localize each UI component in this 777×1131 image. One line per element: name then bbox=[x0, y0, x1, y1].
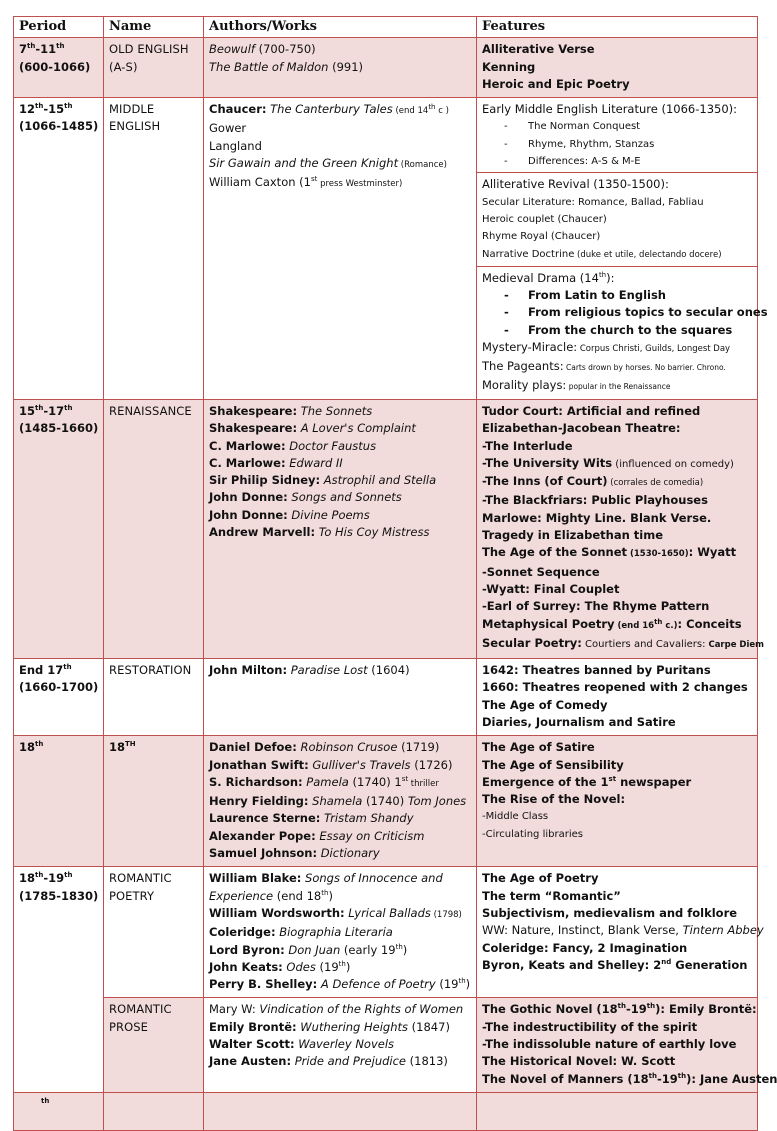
features-cell bbox=[477, 1092, 758, 1130]
row-romantic-poetry bbox=[14, 867, 758, 998]
work-entry: Samuel Johnson: Dictionary bbox=[209, 846, 380, 861]
features-cell: The Age of Satire The Age of Sensibility Emergence of the 1st newspaper The Rise of the Novel: -Middle Class -Circulating libraries bbox=[477, 736, 758, 867]
list-item: - From the church to the squares bbox=[504, 322, 733, 337]
name-cell: MIDDLE ENGLISH bbox=[104, 98, 204, 400]
work-entry: Sir Philip Sidney: Astrophil and Stella bbox=[209, 473, 437, 488]
features-cell: Tudor Court: Artificial and refined Elizabethan-Jacobean Theatre: -The Interlude -The University Wits (influenced on comedy) -The Inns (of Court) (corrales de comedia) -The Blackfriars: Public Playhouses Marlowe: Mighty Line. Blank Verse. Tragedy in Elizabethan time The Age of the Sonnet (1530-1650): Wyatt -Sonnet Sequence -Wyatt: Final Couplet -Earl of Surrey: The Rhyme Pattern Metaphysical Poetry (end 16th c.): Conceits Secular Poetry: Courtiers and Cavaliers: Carpe Diem bbox=[477, 399, 758, 658]
work-entry: Laurence Sterne: Tristam Shandy bbox=[209, 811, 414, 826]
works-cell: Chaucer: The Canterbury Tales (end 14th c ) Gower Langland Sir Gawain and the Green Knight (Romance) William Caxton (1st press Westminster) bbox=[204, 98, 477, 400]
period-cell: th bbox=[14, 1092, 104, 1130]
header-period: Period bbox=[14, 17, 104, 38]
features-cell: 1642: Theatres banned by Puritans 1660: Theatres reopened with 2 changes The Age of Comedy Diaries, Journalism and Satire bbox=[477, 659, 758, 736]
features-cell-alliterative-revival: Alliterative Revival (1350-1500): Secular Literature: Romance, Ballad, Fabliau Heroic couplet (Chaucer) Rhyme Royal (Chaucer) Narrative Doctrine (duke et utile, delectando docere) bbox=[477, 173, 758, 266]
work-entry: Henry Fielding: Shamela (1740) Tom Jones bbox=[209, 794, 467, 809]
works-cell bbox=[204, 1092, 477, 1130]
row-partial bbox=[14, 1092, 758, 1130]
works-cell: John Milton: Paradise Lost (1604) bbox=[204, 659, 477, 736]
work-entry: John Donne: Divine Poems bbox=[209, 507, 370, 522]
name-cell: RESTORATION bbox=[104, 659, 204, 736]
header-features: Features bbox=[477, 17, 758, 38]
name-cell: ROMANTIC POETRY bbox=[104, 867, 204, 998]
works-cell: William Blake: Songs of Innocence and Experience (end 18th) William Wordsworth: Lyrical Ballads (1798) Coleridge: Biographia Literaria Lord Byron: Don Juan (early 19th) John Keats: Odes (19th) Perry B. Shelley: A Defence of Poetry (19th) bbox=[204, 867, 477, 998]
period-cell: 18th bbox=[14, 736, 104, 867]
list-item: - From Latin to English bbox=[504, 288, 666, 303]
works-cell: Mary W: Vindication of the Rights of Women Emily Brontë: Wuthering Heights (1847) Walter Scott: Waverley Novels Jane Austen: Pride and Prejudice (1813) bbox=[204, 998, 477, 1092]
works-cell bbox=[204, 399, 477, 658]
list-item: - From religious topics to secular ones bbox=[504, 305, 768, 320]
features-cell: The Gothic Novel (18th-19th): Emily Brontë: -The indestructibility of the spirit -The indissoluble nature of earthly love The Historical Novel: W. Scott The Novel of Manners (18th-19th): Jane Austen bbox=[477, 998, 758, 1092]
header-row bbox=[14, 17, 758, 38]
period-cell: 15th-17th (1485-1660) bbox=[14, 399, 104, 658]
header-name: Name bbox=[104, 17, 204, 38]
work-entry: Alexander Pope: Essay on Criticism bbox=[209, 828, 425, 843]
work-entry: S. Richardson: Pamela (1740) 1st thriller bbox=[209, 774, 439, 789]
work-entry: Jonathan Swift: Gulliver's Travels (1726) bbox=[209, 757, 453, 772]
work-entry: Shakespeare: The Sonnets bbox=[209, 403, 373, 418]
row-romantic-prose bbox=[14, 998, 758, 1092]
row-middle-english bbox=[14, 98, 758, 173]
period-cell: 7th-11th (600-1066) bbox=[14, 38, 104, 98]
period-cell: 12th-15th (1066-1485) bbox=[14, 98, 104, 400]
name-cell: OLD ENGLISH (A-S) bbox=[104, 38, 204, 98]
features-cell-early-middle: Early Middle English Literature (1066-1350): - The Norman Conquest - Rhyme, Rhythm, Stanzas - Differences: A-S & M-E bbox=[477, 98, 758, 173]
list-item: - Rhyme, Rhythm, Stanzas bbox=[504, 138, 655, 150]
features-cell: The Age of Poetry The term “Romantic” Subjectivism, medievalism and folklore WW: Nature, Instinct, Blank Verse, Tintern Abbey Coleridge: Fancy, 2 Imagination Byron, Keats and Shelley: 2nd Generation bbox=[477, 867, 758, 998]
features-cell-medieval-drama: Medieval Drama (14th): - From Latin to English - From religious topics to secular ones - From the church to the squares Mystery-Miracle: Corpus Christi, Guilds, Longest Day The Pageants: Carts drown by horses. No barrier. Chrono. Morality plays: popular in the Renaissance bbox=[477, 266, 758, 399]
name-cell: RENAISSANCE bbox=[104, 399, 204, 658]
work-entry: Daniel Defoe: Robinson Crusoe (1719) bbox=[209, 740, 440, 755]
work-entry: John Donne: Songs and Sonnets bbox=[209, 490, 402, 505]
header-authors-works: Authors/Works bbox=[204, 17, 477, 38]
work-entry: Andrew Marvell: To His Coy Mistress bbox=[209, 525, 430, 540]
name-cell bbox=[104, 1092, 204, 1130]
name-cell: ROMANTIC PROSE bbox=[104, 998, 204, 1092]
work-entry: Shakespeare: A Lover's Complaint bbox=[209, 421, 416, 436]
literature-periods-document bbox=[13, 16, 777, 1131]
literature-periods-table bbox=[13, 16, 777, 1131]
period-cell: End 17th (1660-1700) bbox=[14, 659, 104, 736]
work-entry: C. Marlowe: Doctor Faustus bbox=[209, 438, 377, 453]
work-entry: C. Marlowe: Edward II bbox=[209, 455, 343, 470]
row-eighteenth bbox=[14, 736, 758, 867]
works-cell bbox=[204, 736, 477, 867]
row-renaissance bbox=[14, 399, 758, 658]
period-cell: 18th-19th (1785-1830) bbox=[14, 867, 104, 1093]
list-item: - The Norman Conquest bbox=[504, 121, 641, 133]
features-cell: Alliterative Verse Kenning Heroic and Epic Poetry bbox=[477, 38, 758, 98]
works-cell: Beowulf (700-750) The Battle of Maldon (991) bbox=[204, 38, 477, 98]
list-item: - Differences: A-S & M-E bbox=[504, 156, 641, 168]
row-old-english bbox=[14, 38, 758, 98]
name-cell: 18TH bbox=[104, 736, 204, 867]
row-restoration bbox=[14, 659, 758, 736]
